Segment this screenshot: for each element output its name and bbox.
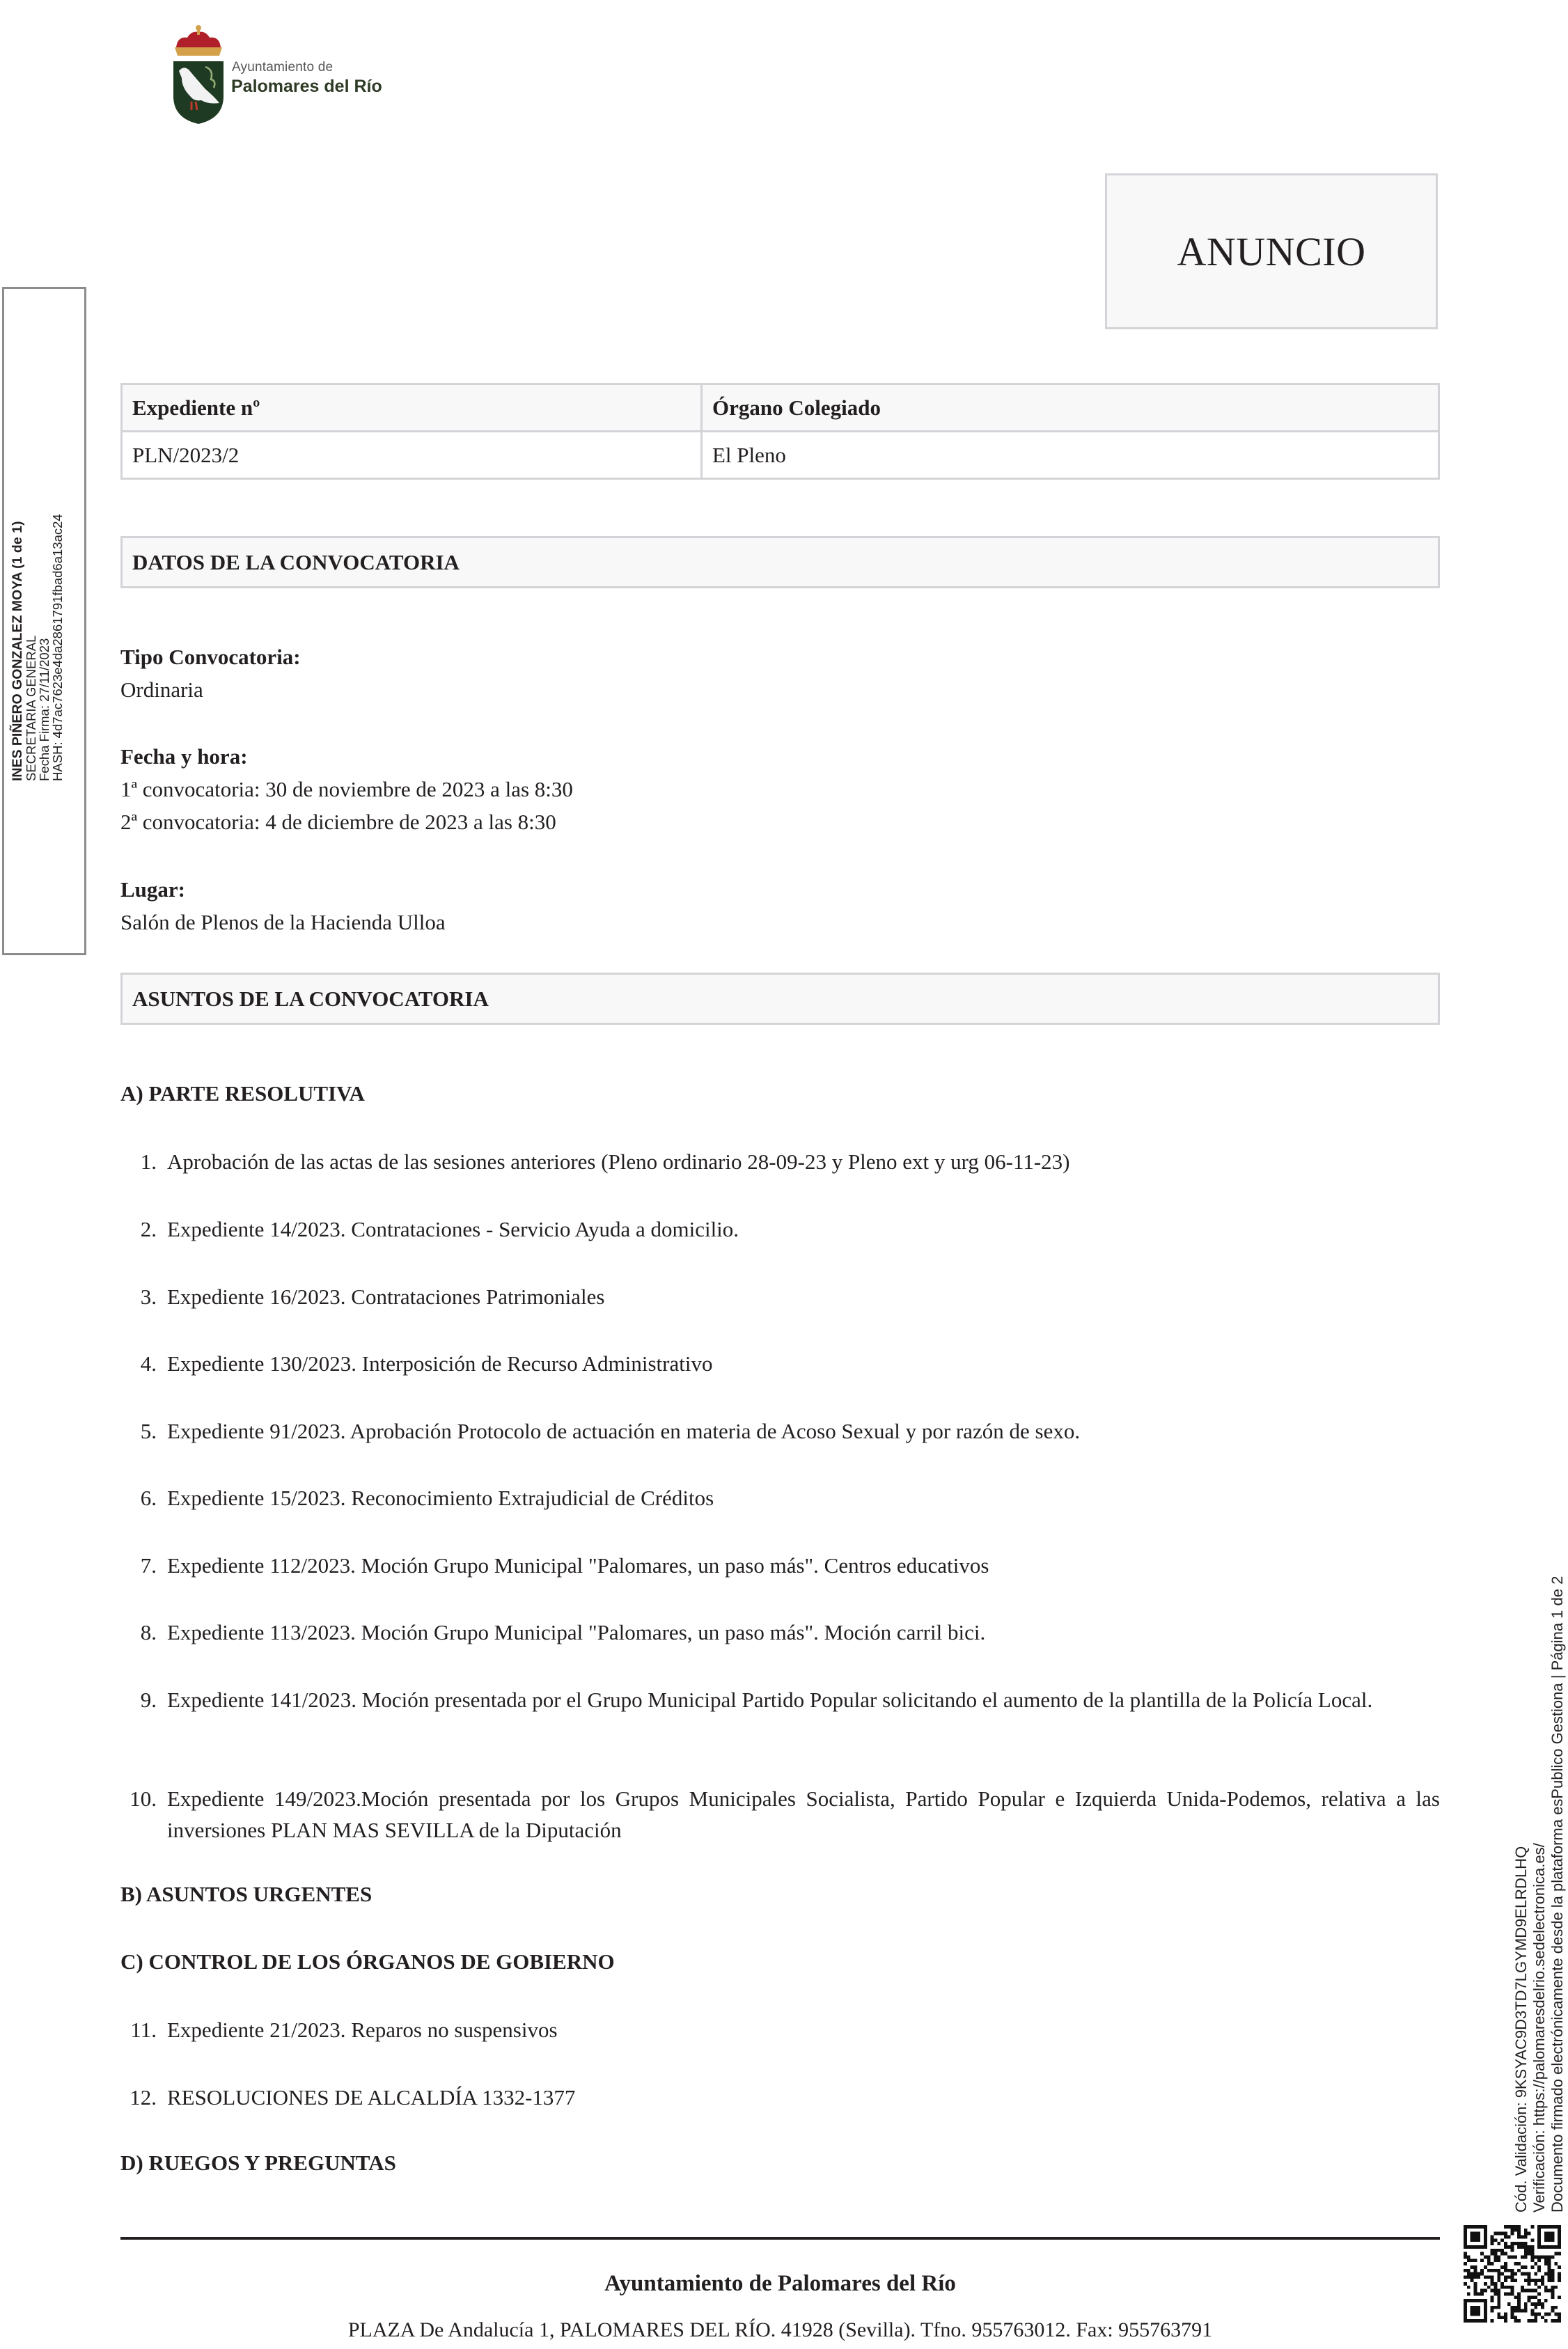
cell-organo: El Pleno xyxy=(702,432,1439,479)
header-organo: Órgano Colegiado xyxy=(702,384,1439,432)
cell-expediente: PLN/2023/2 xyxy=(122,432,702,479)
lugar-label: Lugar: xyxy=(120,877,185,902)
agenda-item: 10. Expediente 149/2023.Moción presentada por los Grupos Municipales Socialista, Partido Popular e Izquierda Unida-Podemos, relativa a las inversiones PLAN MAS SEVILLA de la Diputación xyxy=(130,1786,1440,1842)
part-c-heading: C) CONTROL DE LOS ÓRGANOS DE GOBIERNO xyxy=(120,1949,615,1974)
datos-heading-text: DATOS DE LA CONVOCATORIA xyxy=(132,549,460,574)
expediente-table xyxy=(120,383,1440,480)
agenda-item: 3. Expediente 16/2023. Contrataciones Patrimoniales xyxy=(140,1285,605,1309)
tipo-value: Ordinaria xyxy=(120,677,203,702)
fecha-label: Fecha y hora: xyxy=(120,744,248,769)
signature-block xyxy=(11,391,64,781)
document-title: ANUNCIO xyxy=(1177,228,1366,274)
footer-address: PLAZA De Andalucía 1, PALOMARES DEL RÍO. 41928 (Sevilla). Tfno. 955763012. Fax: 955763791 xyxy=(347,2318,1213,2341)
part-a-heading: A) PARTE RESOLUTIVA xyxy=(120,1081,365,1106)
footer-divider xyxy=(120,2237,1440,2240)
tipo-label: Tipo Convocatoria: xyxy=(120,645,301,669)
logo-line-2: Palomares del Río xyxy=(231,77,382,96)
signature-hash: HASH: 4d7ac7623e4da2861791fbad6a13ac24 xyxy=(50,514,65,781)
agenda-item: 5. Expediente 91/2023. Aprobación Protocolo de actuación en materia de Acoso Sexual y por razón de sexo. xyxy=(140,1419,1081,1443)
table-header-row xyxy=(122,384,1439,432)
asuntos-heading-text: ASUNTOS DE LA CONVOCATORIA xyxy=(132,986,489,1011)
logo-line-1: Ayuntamiento de xyxy=(232,60,334,74)
document-title-box xyxy=(1105,173,1438,329)
agenda-item: 9. Expediente 141/2023. Moción presentada por el Grupo Municipal Partido Popular solicitando el aumento de la plantilla de la Policía Local. xyxy=(140,1688,1373,1712)
fecha-second-call: 2ª convocatoria: 4 de diciembre de 2023 a las 8:30 xyxy=(120,810,556,834)
footer-institution: Ayuntamiento de Palomares del Río xyxy=(604,2271,956,2296)
agenda-item: 6. Expediente 15/2023. Reconocimiento Extrajudicial de Créditos xyxy=(140,1486,714,1510)
header-expediente: Expediente nº xyxy=(122,384,702,432)
asuntos-section-heading xyxy=(120,973,1440,1025)
agenda-item: 12. RESOLUCIONES DE ALCALDÍA 1332-1377 xyxy=(130,2085,576,2110)
agenda-item: 7. Expediente 112/2023. Moción Grupo Municipal "Palomares, un paso más". Centros educativos xyxy=(140,1553,989,1578)
municipal-logo xyxy=(171,21,393,125)
table-row xyxy=(122,432,1439,479)
agenda-item: 1. Aprobación de las actas de las sesiones anteriores (Pleno ordinario 28-09-23 y Pleno ext y urg 06-11-23) xyxy=(140,1149,1070,1174)
qr-code-icon[interactable] xyxy=(1464,2225,1561,2323)
part-d-heading: D) RUEGOS Y PREGUNTAS xyxy=(120,2151,396,2175)
validation-code: Cód. Validación: 9KSYAC9D3TD7LGYMD9ELRDLHQ xyxy=(1512,1846,1530,2213)
agenda-item: 11. Expediente 21/2023. Reparos no suspensivos xyxy=(130,2018,558,2042)
datos-section-heading xyxy=(120,536,1440,588)
signer-role: SECRETARIA GENERAL xyxy=(24,635,38,781)
agenda-item: 4. Expediente 130/2023. Interposición de Recurso Administrativo xyxy=(140,1351,713,1376)
verification-url[interactable]: Verificación: https://palomaresdelrio.sedelectronica.es/ xyxy=(1530,1843,1548,2213)
agenda-item: 8. Expediente 113/2023. Moción Grupo Municipal "Palomares, un paso más". Moción carril bici. xyxy=(140,1620,986,1644)
fecha-first-call: 1ª convocatoria: 30 de noviembre de 2023 a las 8:30 xyxy=(120,777,573,801)
signature-date: Fecha Firma: 27/11/2023 xyxy=(37,638,52,781)
signer-name: INES PIÑERO GONZALEZ MOYA (1 de 1) xyxy=(10,521,25,781)
lugar-value: Salón de Plenos de la Hacienda Ulloa xyxy=(120,910,446,934)
validation-block xyxy=(1512,1576,1567,2213)
coat-of-arms-icon xyxy=(171,21,226,125)
part-b-heading: B) ASUNTOS URGENTES xyxy=(120,1882,373,1906)
agenda-item: 2. Expediente 14/2023. Contrataciones - Servicio Ayuda a domicilio. xyxy=(140,1217,739,1241)
platform-note: Documento firmado electrónicamente desde la plataforma esPublico Gestiona | Página 1 de 2 xyxy=(1549,1576,1566,2213)
